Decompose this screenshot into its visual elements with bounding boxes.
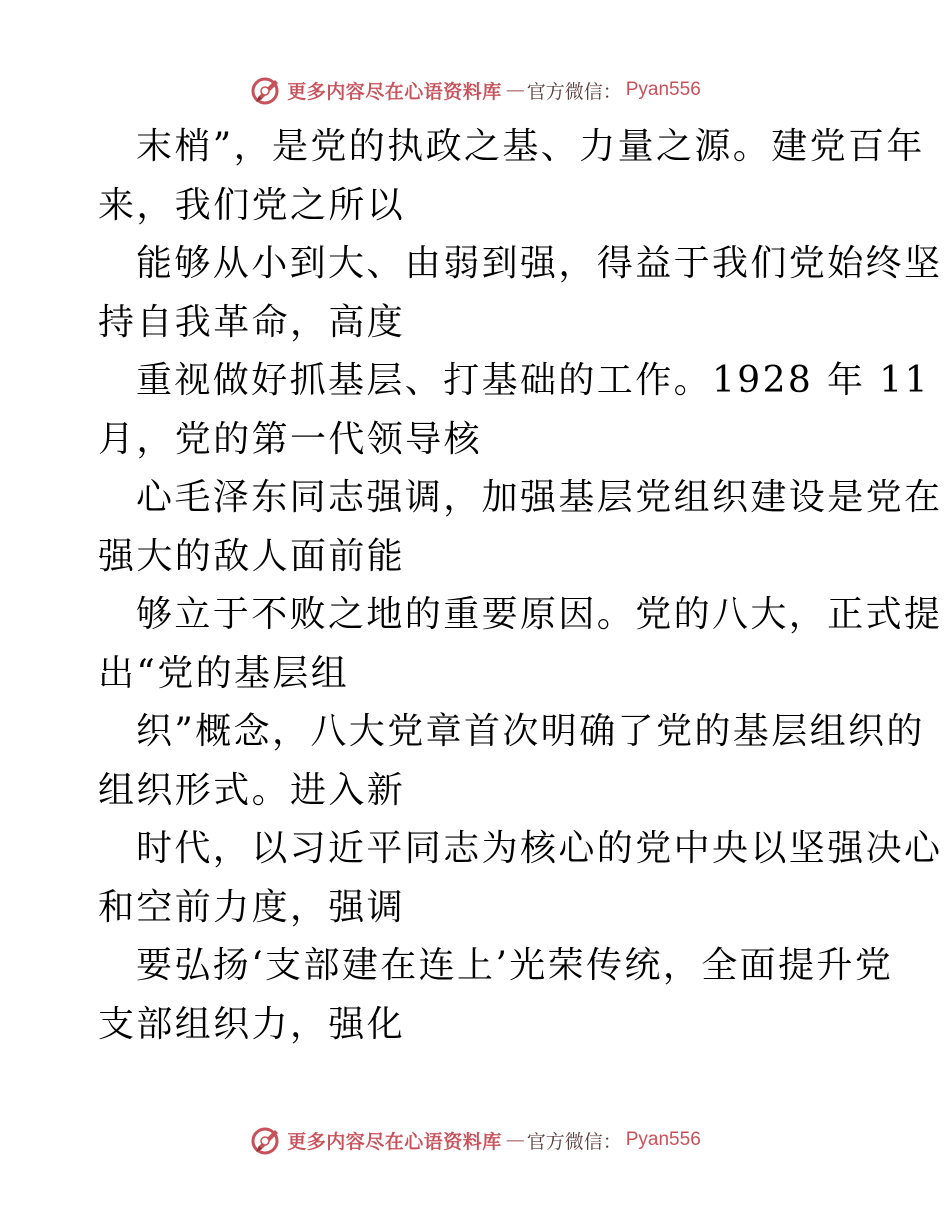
- header-account-id: Pyan556: [625, 79, 701, 100]
- text-line-12: 组织形式。进入新: [98, 769, 406, 811]
- text-line-5: 重视做好抓基层、打基础的工作。1928 年 11: [136, 360, 930, 401]
- quill-pen-logo-icon: [249, 73, 283, 107]
- header-banner: [0, 70, 950, 110]
- text-line-15: 要弘扬‘支部建在连上’光荣传统，全面提升党: [136, 945, 894, 986]
- footer-banner-inner: [249, 1123, 701, 1157]
- header-dash: —: [505, 79, 523, 101]
- footer-official-label: 官方微信：: [526, 1130, 622, 1153]
- text-line-10: 出“党的基层组: [98, 652, 350, 694]
- text-line-16: 支部组织力，强化: [98, 1003, 406, 1045]
- text-line-2: 来，我们党之所以: [98, 184, 406, 226]
- footer-banner: [0, 1120, 950, 1160]
- text-line-7: 心毛泽东同志强调，加强基层党组织建设是党在: [136, 477, 943, 518]
- text-line-9: 够立于不败之地的重要原因。党的八大，正式提: [136, 594, 943, 635]
- header-official-label: 官方微信：: [526, 80, 622, 103]
- header-banner-inner: [249, 73, 701, 107]
- text-line-1: 末梢”，是党的执政之基、力量之源。建党百年: [136, 126, 925, 167]
- text-line-8: 强大的敌人面前能: [98, 535, 406, 577]
- document-body: [98, 118, 943, 1054]
- text-line-11: 织”概念，八大党章首次明确了党的基层组织的: [136, 711, 925, 752]
- quill-pen-logo-icon: [249, 1123, 283, 1157]
- footer-dash: —: [505, 1129, 523, 1151]
- text-line-13: 时代，以习近平同志为核心的党中央以坚强决心: [136, 828, 943, 869]
- text-line-4: 持自我革命，高度: [98, 301, 406, 343]
- text-line-14: 和空前力度，强调: [98, 886, 406, 928]
- footer-account-id: Pyan556: [625, 1129, 701, 1150]
- footer-brand-text: 更多内容尽在心语资料库: [287, 1130, 502, 1153]
- header-brand-text: 更多内容尽在心语资料库: [287, 80, 502, 103]
- text-line-3: 能够从小到大、由弱到强，得益于我们党始终坚: [136, 243, 943, 284]
- text-line-6: 月，党的第一代领导核: [98, 418, 483, 460]
